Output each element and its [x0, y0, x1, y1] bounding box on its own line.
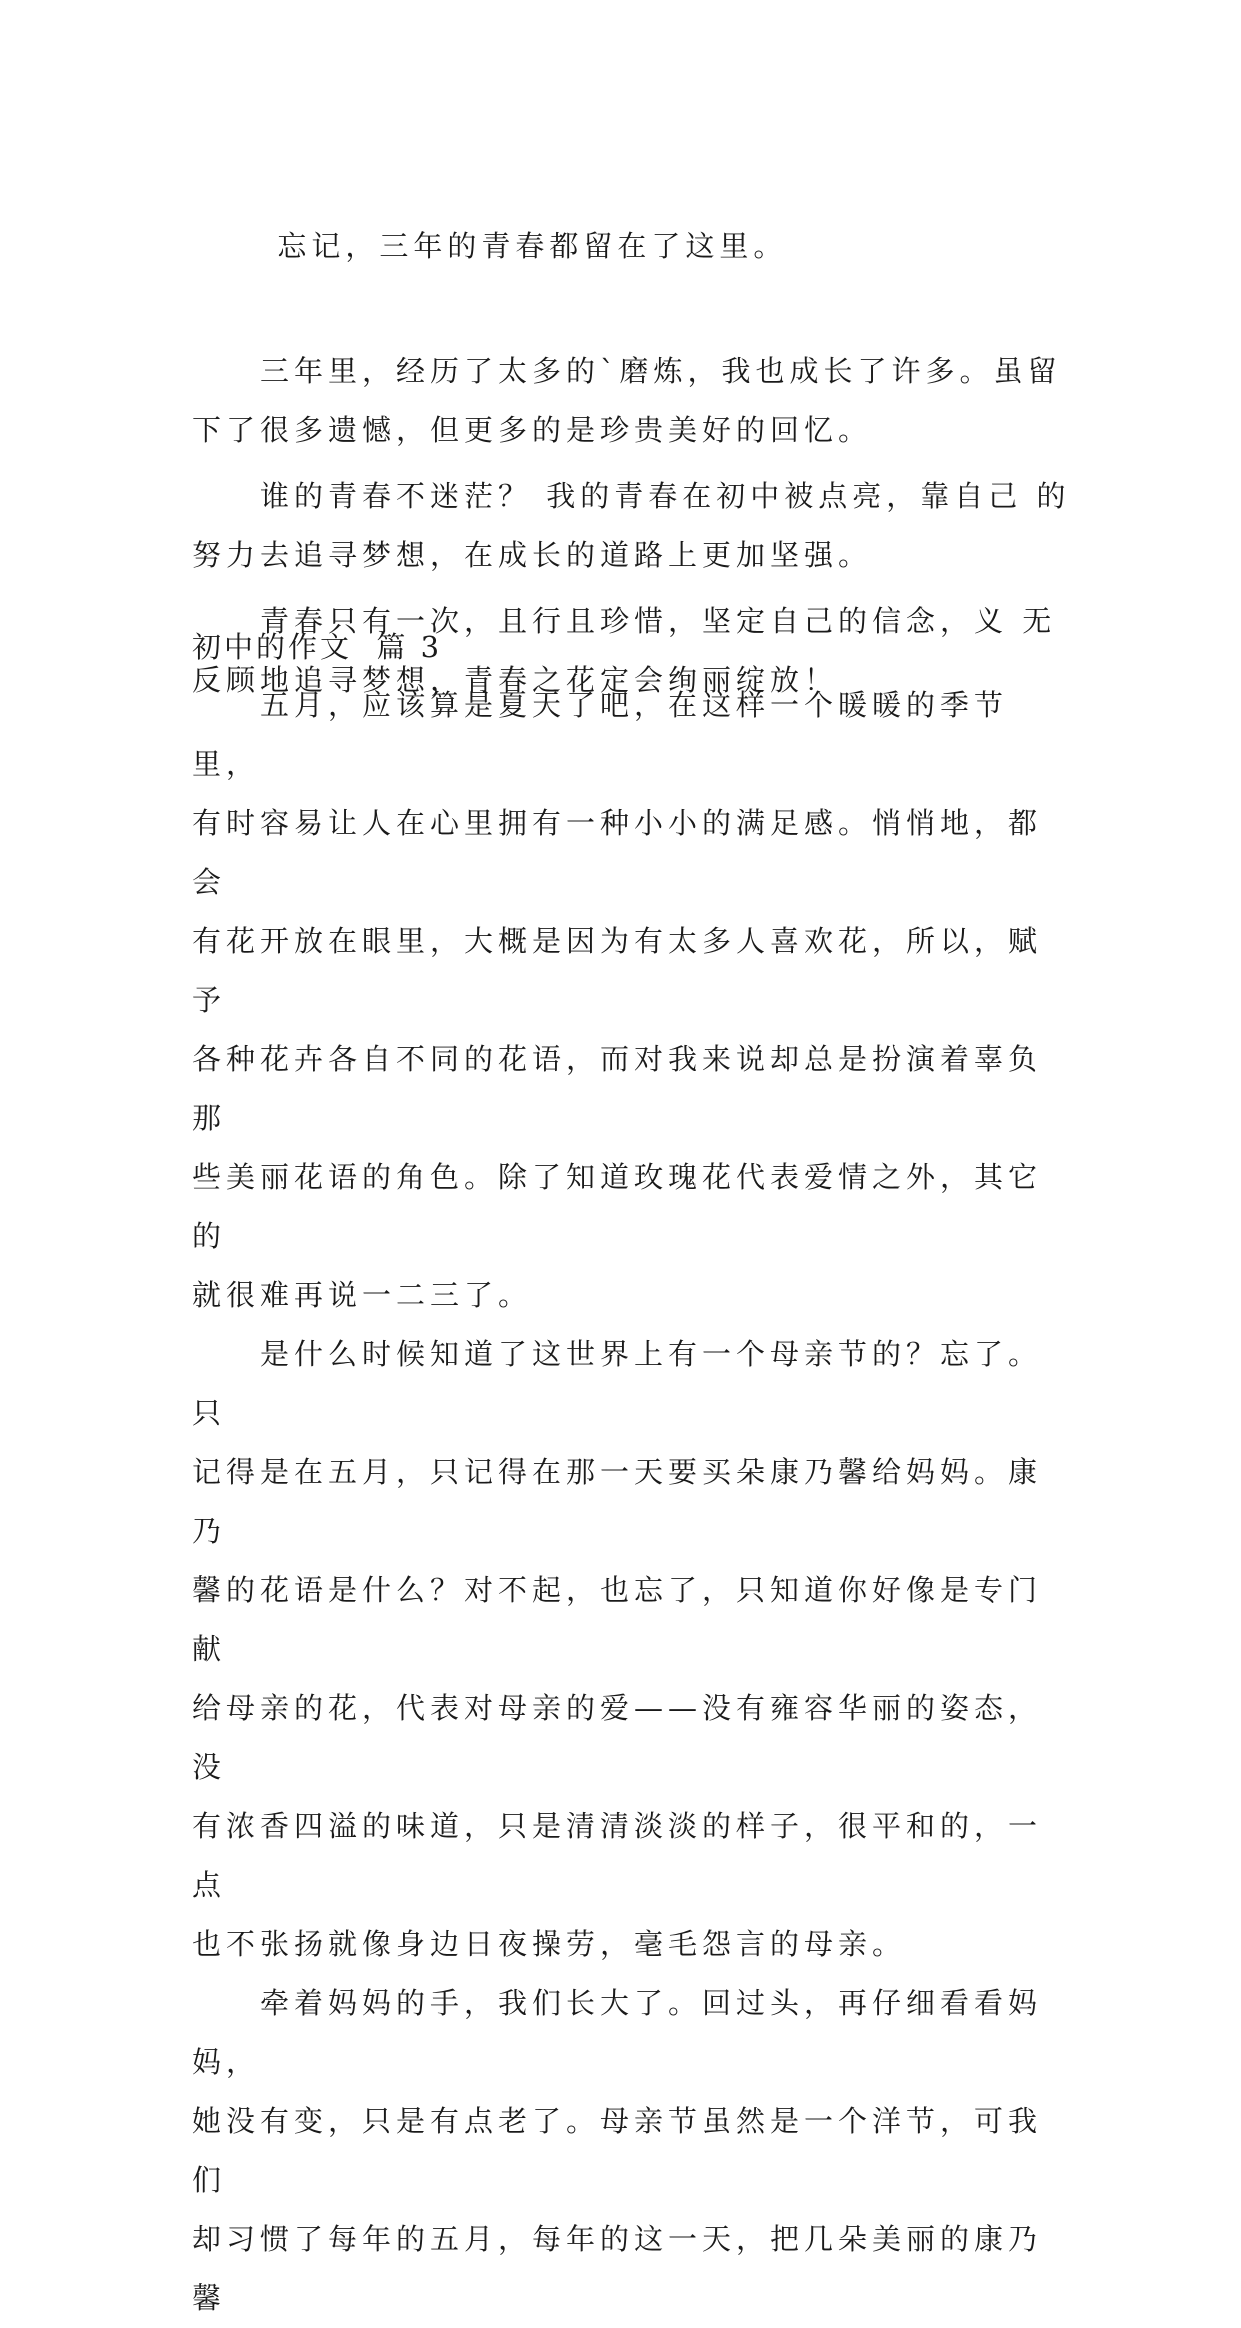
text-line: 却习惯了每年的五月，每年的这一天，把几朵美丽的康乃馨: [192, 2222, 1043, 2315]
text-line: 有花开放在眼里，大概是因为有太多人喜欢花，所以，赋予: [192, 924, 1043, 1017]
text-line: 有浓香四溢的味道，只是清清淡淡的样子，很平和的，一点: [192, 1809, 1043, 1902]
text-line: 谁的青春不迷茫？ 我的青春在初中被点亮，靠自己 的: [260, 479, 1071, 513]
text-line: 下了很多遗憾，但更多的是珍贵美好的回忆。: [192, 413, 873, 447]
text-line: 是什么时候知道了这世界上有一个母亲节的？忘了。只: [192, 1337, 1043, 1430]
text-line: 就很难再说一二三了。: [192, 1278, 533, 1312]
paragraph: [192, 676, 1072, 1325]
text-line: 些美丽花语的角色。除了知道玫瑰花代表爱情之外，其它的: [192, 1160, 1043, 1253]
text-line: 也不张扬就像身边日夜操劳，毫毛怨言的母亲。: [192, 1927, 907, 1961]
text-line: 反顾地追寻梦想，青春之花定会绚丽绽放！: [192, 663, 839, 697]
text-line: 青春只有一次，且行且珍惜，坚定自己的信念，义 无: [260, 604, 1057, 638]
text-line: 给母亲的花，代表对母亲的爱——没有雍容华丽的姿态，没: [192, 1691, 1043, 1784]
paragraph: [192, 342, 1072, 460]
text-line: 忘记，三年的青春都留在了这里。: [277, 229, 788, 263]
text-line: 牵着妈妈的手，我们长大了。回过头，再仔细看看妈妈，: [192, 1986, 1043, 2079]
paragraph: [192, 1974, 1072, 2328]
text-line: 各种花卉各自不同的花语，而对我来说却总是扮演着辜负那: [192, 1042, 1043, 1135]
paragraph: [192, 467, 1072, 585]
section-heading: 初中的作文 篇 3: [192, 630, 443, 664]
text-line: 五月，应该算是夏天了吧，在这样一个暖暖的季节里，: [192, 688, 1009, 781]
paragraph: [192, 158, 1072, 335]
text-line: 努力去追寻梦想，在成长的道路上更加坚强。: [192, 538, 873, 572]
text-line: 馨的花语是什么？对不起，也忘了，只知道你好像是专门献: [192, 1573, 1043, 1666]
paragraph: [192, 1325, 1072, 1974]
text-block-bottom: [192, 676, 1072, 2328]
text-line: 她没有变，只是有点老了。母亲节虽然是一个洋节，可我们: [192, 2104, 1043, 2197]
text-line: 有时容易让人在心里拥有一种小小的满足感。悄悄地，都会: [192, 806, 1043, 899]
text-line: 记得是在五月，只记得在那一天要买朵康乃馨给妈妈。康乃: [192, 1455, 1043, 1548]
text-line: 三年里，经历了太多的`磨炼，我也成长了许多。虽留: [260, 354, 1062, 388]
